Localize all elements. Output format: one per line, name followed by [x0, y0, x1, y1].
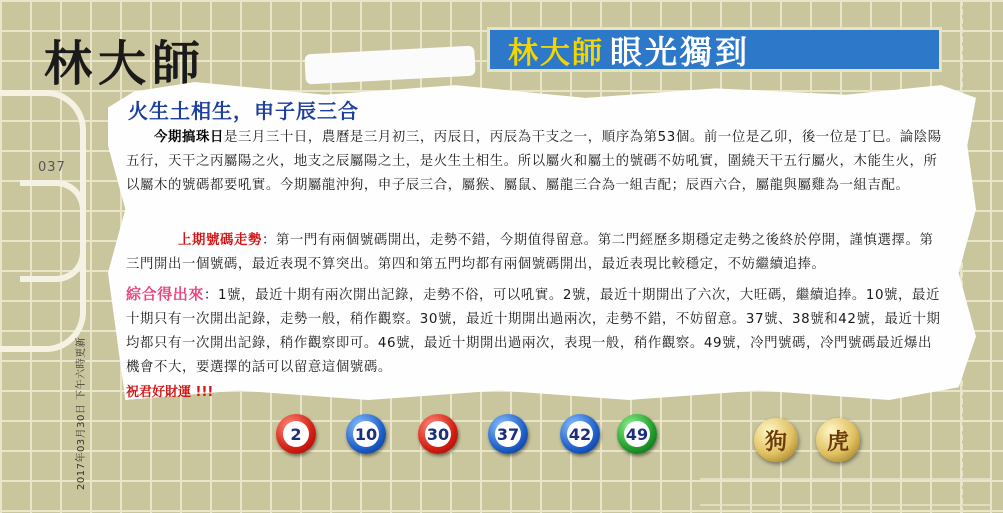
lottery-ball	[276, 414, 316, 454]
paragraph-trend-body: ：第一門有兩個號碼開出，走勢不錯，今期值得留意。第二門經歷多期穩定走勢之後終於停開，謹慎選擇。第三門開出一個號碼，最近表現不算突出。第四和第五門均都有兩個號碼開出，最近表現比較穩定，不妨繼續追捧。	[126, 233, 934, 272]
zodiac-badge-dog: 狗	[754, 418, 798, 462]
lottery-ball	[346, 414, 386, 454]
ball-number: 10	[353, 421, 379, 447]
lottery-ball	[488, 414, 528, 454]
update-date: 2017年03月30日 下午六時更新	[76, 336, 87, 490]
issue-number: 037	[38, 160, 66, 175]
ball-number: 30	[425, 421, 451, 447]
article-subtitle: 火生土相生，申子辰三合	[128, 99, 359, 123]
paragraph-intro-lead: 今期搞珠日	[154, 130, 224, 145]
ball-number: 49	[624, 421, 650, 447]
ball-number: 2	[283, 421, 309, 447]
paragraph-trend	[126, 229, 944, 277]
lottery-ball	[617, 414, 657, 454]
paragraph-summary-body: ：1號，最近十期有兩次開出記錄，走勢不俗，可以吼實。2號，最近十期開出了六次，大旺碼，繼續追捧。10號，最近十期只有一次開出記錄，走勢一般，稍作觀察。30號，最近十期開出過兩次，走勢不錯，不妨留意。37號、38號和42號，最近十期均都只有一次開出記錄，稍作觀察即可。46號，最近十期開出過兩次，表現一般，稍作觀察。49號，冷門號碼，冷門號碼最近爆出機會不大，要選擇的話可以留意這個號碼。	[126, 288, 941, 375]
lottery-ball	[418, 414, 458, 454]
bottom-watermark-pattern	[700, 478, 990, 506]
lottery-ball	[560, 414, 600, 454]
banner-name: 林大師	[508, 35, 604, 71]
paragraph-intro	[126, 126, 944, 198]
paragraph-trend-lead: 上期號碼走勢	[178, 233, 262, 248]
paragraph-summary-lead: 綜合得出來	[126, 285, 205, 303]
paragraph-summary	[126, 282, 944, 380]
blessing-text: 祝君好財運 !!!	[126, 385, 214, 400]
right-decoration	[960, 0, 1003, 513]
ball-number: 37	[495, 421, 521, 447]
title-banner	[487, 27, 942, 72]
ball-number: 42	[567, 421, 593, 447]
left-decoration-inner	[20, 180, 86, 282]
page-title: 林大師	[44, 36, 207, 92]
paragraph-intro-body: 是三月三十日，農曆是三月初三，丙辰日，丙辰為干支之一，順序為第53個。前一位是乙卯，後一位是丁巳。論陰陽五行，天干之丙屬陽之火，地支之辰屬陽之土，是火生土相生。所以屬火和屬土的號碼不妨吼實，圍繞天干五行屬火，木能生火，所以屬木的號碼都要吼實。今期屬龍沖狗，申子辰三合，屬猴、屬鼠、屬龍三合為一組吉配；辰酉六合，屬龍與屬雞為一組吉配。	[126, 130, 942, 193]
zodiac-badge-tiger: 虎	[816, 418, 860, 462]
banner-slogan: 眼光獨到	[610, 32, 751, 71]
